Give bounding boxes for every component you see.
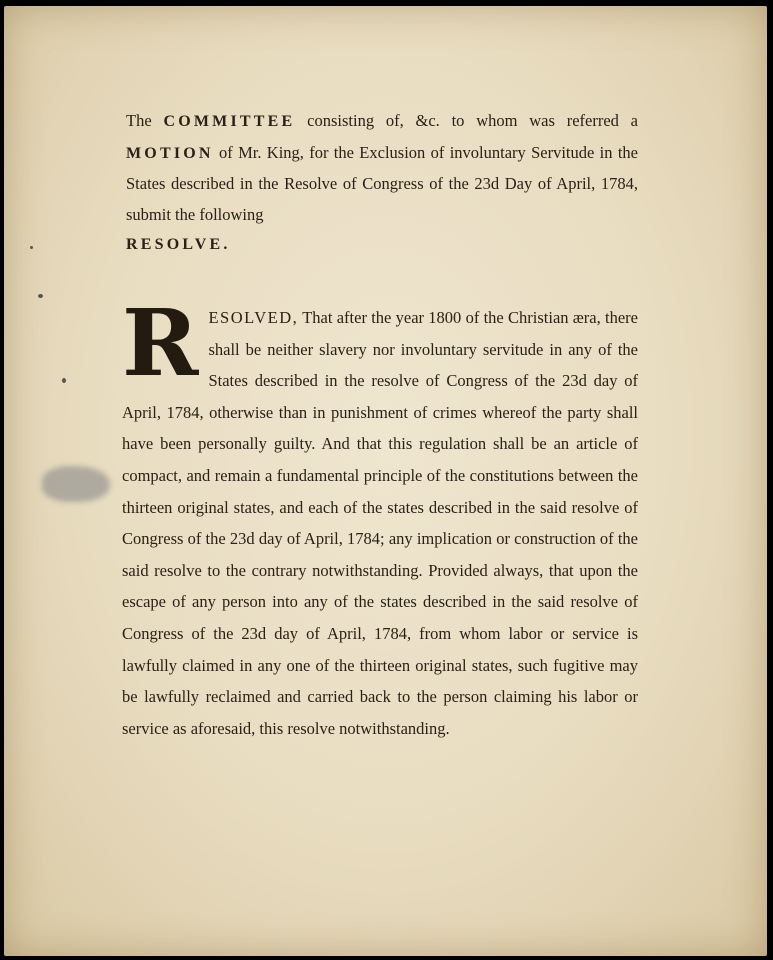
committee-heading: COMMITTEE: [163, 113, 296, 130]
intro-paragraph: The COMMITTEE consisting of, &c. to whom was referred a MOTION of Mr. King, for the Exclusion of involuntary Servitude in the States described in the Resolve of Congress of the 23d Day of April, 1784, submit the following RESOLVE.: [126, 106, 638, 261]
document-page: [4, 6, 767, 956]
resolved-lead: ESOLVED,: [208, 308, 299, 327]
motion-heading: MOTION: [126, 144, 214, 162]
drop-cap: R: [122, 289, 199, 397]
ink-speck: [30, 246, 33, 249]
paper-stain: [42, 466, 110, 502]
ink-speck: [62, 378, 66, 383]
resolve-heading: RESOLVE.: [126, 236, 231, 253]
resolution-body: That after the year 1800 of the Christian æra, there shall be neither slavery nor involuntary servitude in any of the States described in the resolve of Congress of the 23d day of April, 1784, otherwise than in punishment of crimes whereof the party shall have been personally guilty. And that this regulation shall be an article of compact, and remain a fundamental principle of the constitutions between the thirteen original states, and each of the states described in the said resolve of Congress of the 23d day of April, 1784; any implication or construction of the said resolve to the contrary notwithstanding. Provided always, that upon the escape of any person into any of the states described in the said resolve of Congress of the 23d day of April, 1784, from whom labor or service is lawfully claimed in any one of the thirteen original states, such fugitive may be lawfully reclaimed and carried back to the person claiming his labor or service as aforesaid, this resolve notwithstanding.: [122, 308, 638, 738]
ink-speck: [38, 294, 43, 298]
resolution-paragraph: [122, 289, 638, 744]
